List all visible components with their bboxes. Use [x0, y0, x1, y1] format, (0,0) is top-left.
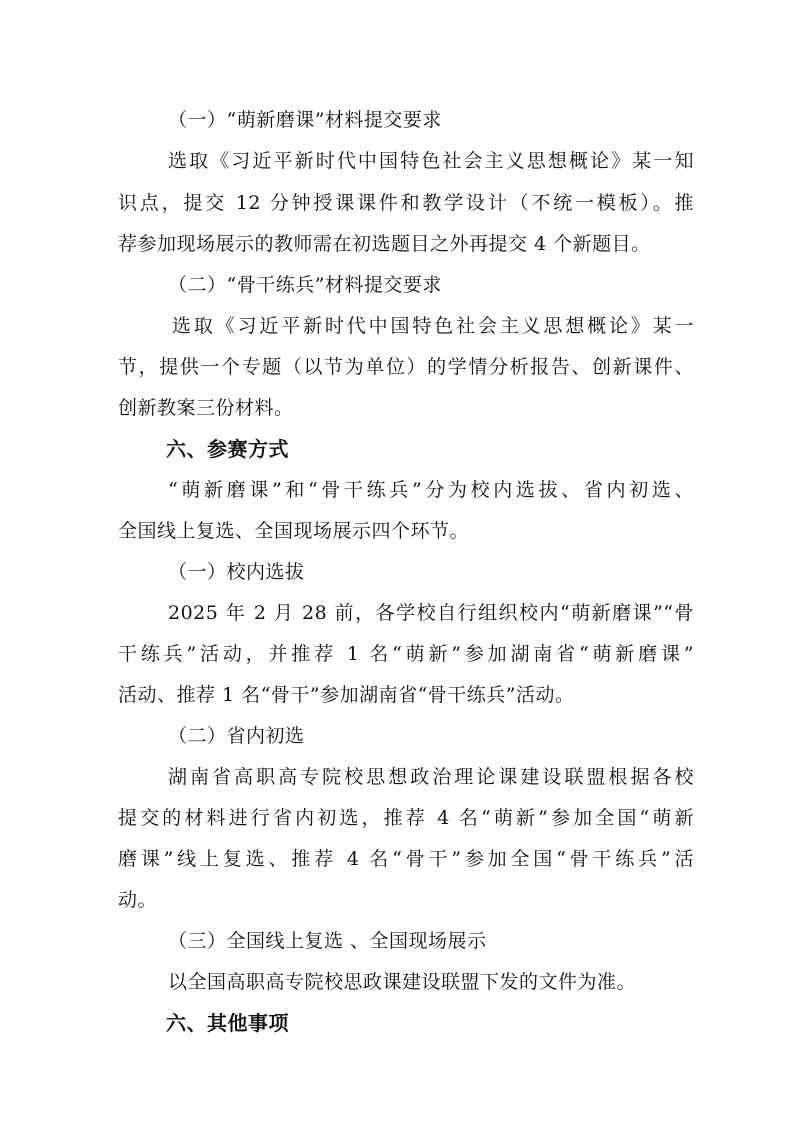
- paragraph-line: 动。: [118, 889, 158, 911]
- section-heading-participation: 六、参赛方式: [166, 437, 289, 461]
- subsection-heading-provincial-selection: （二）省内初选: [168, 725, 305, 747]
- paragraph-line: 2025 年 2 月 28 前，各学校自行组织校内“萌新磨课”“骨: [168, 602, 694, 624]
- subsection-heading-national-selection: （三）全国线上复选 、全国现场展示: [168, 930, 487, 952]
- paragraph-line: 干练兵”活动，并推荐 1 名“萌新”参加湖南省“萌新磨课”: [118, 643, 694, 665]
- paragraph-line: 识点，提交 12 分钟授课课件和教学设计（不统一模板）。推: [118, 192, 694, 214]
- section-heading-other-matters: 六、其他事项: [166, 1011, 289, 1035]
- paragraph-line: 选取《习近平新时代中国特色社会主义思想概论》某一: [172, 315, 694, 337]
- paragraph-line: 湖南省高职高专院校思想政治理论课建设联盟根据各校: [168, 766, 694, 788]
- section-heading-gugan-materials: （二）“骨干练兵”材料提交要求: [168, 274, 442, 296]
- paragraph-line: “萌新磨课”和“骨干练兵”分为校内选拔、省内初选、: [168, 479, 694, 501]
- section-heading-mengxin-materials: （一）“萌新磨课”材料提交要求: [168, 109, 442, 131]
- paragraph-line: 以全国高职高专院校思政课建设联盟下发的文件为准。: [168, 971, 637, 993]
- paragraph-line: 提交的材料进行省内初选，推荐 4 名“萌新”参加全国“萌新: [118, 807, 694, 829]
- paragraph-line: 节，提供一个专题（以节为单位）的学情分析报告、创新课件、: [118, 356, 694, 378]
- paragraph-line: 磨课”线上复选、推荐 4 名“骨干”参加全国“骨干练兵”活: [118, 848, 694, 870]
- paragraph-line: 荐参加现场展示的教师需在初选题目之外再提交 4 个新题目。: [118, 233, 651, 255]
- subsection-heading-school-selection: （一）校内选拔: [168, 561, 305, 583]
- paragraph-line: 创新教案三份材料。: [118, 397, 294, 419]
- paragraph-line: 选取《习近平新时代中国特色社会主义思想概论》某一知: [168, 150, 694, 172]
- paragraph-line: 活动、推荐 1 名“骨干”参加湖南省“骨干练兵”活动。: [118, 684, 575, 706]
- paragraph-line: 全国线上复选、全国现场展示四个环节。: [118, 520, 470, 542]
